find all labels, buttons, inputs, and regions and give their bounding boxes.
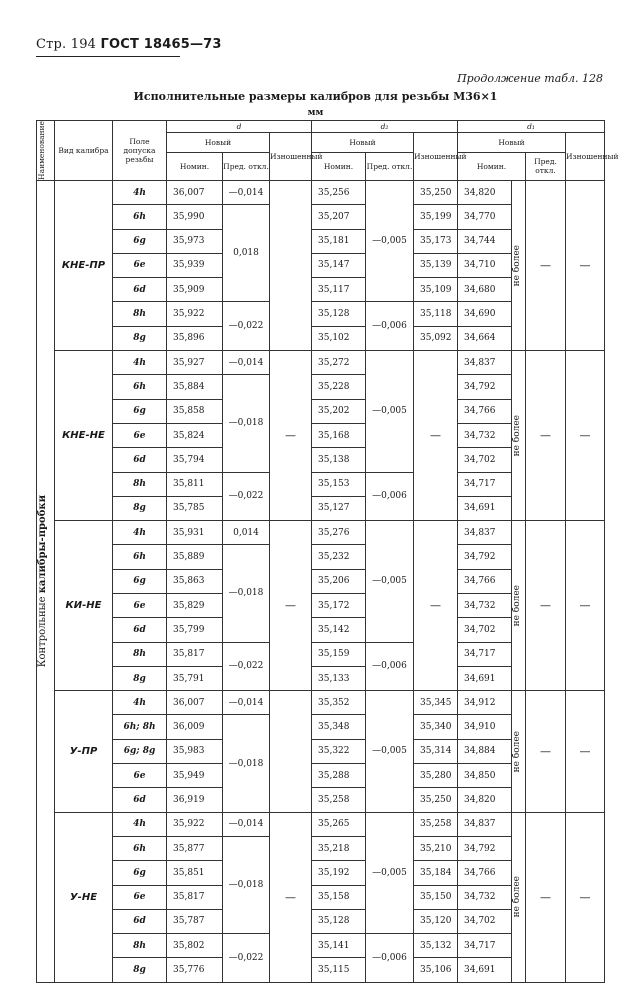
d-nominal: 35,909 [167,278,223,302]
d-limit-dev: —0,014 [223,180,270,204]
d1-note-cell [512,812,526,982]
d-limit-dev: —0,018 [223,545,270,642]
gauge-kind: У-НЕ [55,812,113,982]
d2-worn: 35,210 [414,836,458,860]
d2-limit-dev: —0,006 [366,642,414,691]
d-nominal: 35,794 [167,448,223,472]
header-d1-nominal: Номин. [458,152,526,180]
d-nominal: 35,863 [167,569,223,593]
not-more-note: не более [512,730,522,773]
d2-nominal: 35,232 [312,545,366,569]
d1-limit-dev: — [526,351,566,521]
d1-nominal: 34,732 [458,423,512,447]
tolerance-field: 6g [113,399,167,423]
d1-worn: — [566,351,605,521]
d2-worn: 35,314 [414,739,458,763]
gauge-kind: КИ-НЕ [55,521,113,691]
d2-nominal: 35,202 [312,399,366,423]
d2-nominal: 35,265 [312,812,366,836]
tolerance-field: 6d [113,788,167,812]
d1-nominal: 34,691 [458,496,512,520]
header-d2-limit: Пред. откл. [366,152,414,180]
d-nominal: 35,884 [167,375,223,399]
d1-nominal: 34,691 [458,666,512,690]
d1-nominal: 34,884 [458,739,512,763]
d-nominal: 36,007 [167,691,223,715]
d-nominal: 35,817 [167,885,223,909]
d1-worn: — [566,812,605,982]
d2-limit-dev: —0,006 [366,302,414,351]
d1-nominal: 34,910 [458,715,512,739]
d-nominal: 35,787 [167,909,223,933]
d-worn: — [270,351,312,521]
header-name: Наименование [37,121,46,180]
tolerance-field: 6e [113,593,167,617]
d2-nominal: 35,218 [312,836,366,860]
d1-nominal: 34,770 [458,205,512,229]
d2-worn: 35,109 [414,278,458,302]
d-nominal: 35,785 [167,496,223,520]
d1-note-cell [512,691,526,812]
d2-nominal: 35,181 [312,229,366,253]
d-worn [270,180,312,350]
tolerance-field: 6h [113,205,167,229]
d2-worn: — [414,521,458,691]
d1-limit-dev: — [526,521,566,691]
d1-nominal: 34,792 [458,836,512,860]
table-title: Исполнительные размеры калибров для резьбы М36×1 [133,90,498,103]
d1-nominal: 34,744 [458,229,512,253]
d2-nominal: 35,153 [312,472,366,496]
d2-nominal: 35,352 [312,691,366,715]
d2-worn: 35,250 [414,788,458,812]
group-label-1: Контрольные [37,596,48,668]
d-limit-dev: —0,014 [223,812,270,836]
tolerance-field: 4h [113,521,167,545]
d-limit-dev: —0,022 [223,642,270,691]
tolerance-field: 6g [113,229,167,253]
d-worn [270,691,312,812]
d2-nominal: 35,172 [312,593,366,617]
d1-nominal: 34,766 [458,861,512,885]
d1-nominal: 34,912 [458,691,512,715]
d1-worn: — [566,180,605,350]
tolerance-field: 4h [113,180,167,204]
d2-worn: 35,199 [414,205,458,229]
page-number: Стр. 194 [36,37,97,52]
d-limit-dev: 0,018 [223,205,270,302]
d-worn: — [270,521,312,691]
header-d-new: Новый [167,133,270,153]
d2-nominal: 35,128 [312,909,366,933]
d-nominal: 35,990 [167,205,223,229]
d2-nominal: 35,228 [312,375,366,399]
d1-nominal: 34,702 [458,448,512,472]
not-more-note: не более [512,584,522,627]
page-header [36,37,222,52]
tolerance-field: 6g [113,861,167,885]
d1-nominal: 34,766 [458,399,512,423]
d2-nominal: 35,322 [312,739,366,763]
d-nominal: 35,829 [167,593,223,617]
d1-nominal: 34,820 [458,788,512,812]
tolerance-field: 6d [113,278,167,302]
d-nominal: 35,931 [167,521,223,545]
d2-worn: 35,345 [414,691,458,715]
table-row [37,180,605,204]
d2-nominal: 35,138 [312,448,366,472]
tolerance-field: 4h [113,812,167,836]
header-d-limit: Пред. откл. [223,152,270,180]
d2-worn: 35,118 [414,302,458,326]
d-limit-dev: —0,018 [223,836,270,933]
not-more-note: не более [512,414,522,457]
d2-nominal: 35,128 [312,302,366,326]
d2-worn: 35,250 [414,180,458,204]
header-rule [36,56,180,57]
tolerance-field: 8g [113,958,167,982]
table-row [37,691,605,715]
header-kind: Вид калибра [55,121,113,181]
d-nominal: 35,922 [167,302,223,326]
d-limit-dev: —0,018 [223,375,270,472]
d2-nominal: 35,115 [312,958,366,982]
header-d1-new: Новый [458,133,566,153]
d2-worn: 35,258 [414,812,458,836]
d-limit-dev: 0,014 [223,521,270,545]
d2-nominal: 35,147 [312,253,366,277]
d-nominal: 35,851 [167,861,223,885]
d2-nominal: 35,206 [312,569,366,593]
d2-worn: 35,280 [414,764,458,788]
d2-nominal: 35,192 [312,861,366,885]
d-nominal: 35,858 [167,399,223,423]
tolerance-field: 6h [113,545,167,569]
d1-nominal: 34,717 [458,472,512,496]
tolerance-field: 6e [113,885,167,909]
tolerance-field: 6h; 8h [113,715,167,739]
d-limit-dev: —0,022 [223,472,270,521]
d1-limit-dev: — [526,180,566,350]
group-label [37,495,48,667]
d2-nominal: 35,288 [312,764,366,788]
d-nominal: 35,983 [167,739,223,763]
tolerance-field: 4h [113,691,167,715]
d1-nominal: 34,792 [458,375,512,399]
d2-limit-dev: —0,005 [366,351,414,472]
tolerance-field: 6e [113,764,167,788]
d2-nominal: 35,133 [312,666,366,690]
d1-nominal: 34,690 [458,302,512,326]
header-name-cell [37,121,55,181]
d1-nominal: 34,837 [458,351,512,375]
table-row [37,812,605,836]
d-limit-dev: —0,022 [223,934,270,983]
d1-worn: — [566,521,605,691]
header-d: d [167,121,312,133]
d1-nominal: 34,732 [458,593,512,617]
d-nominal: 35,927 [167,351,223,375]
d-limit-dev: —0,014 [223,691,270,715]
d2-nominal: 35,258 [312,788,366,812]
tolerance-field: 6d [113,448,167,472]
d2-nominal: 35,117 [312,278,366,302]
not-more-note: не более [512,244,522,287]
d-nominal: 35,811 [167,472,223,496]
group-label-2: калибры-пробки [37,495,48,594]
d-nominal: 35,802 [167,934,223,958]
tolerance-field: 6d [113,618,167,642]
tolerance-field: 8g [113,666,167,690]
d1-note-cell [512,180,526,350]
header-d2-nominal: Номин. [312,152,366,180]
table-body [37,180,605,982]
tolerance-field: 4h [113,351,167,375]
d2-nominal: 35,158 [312,885,366,909]
d-nominal: 35,949 [167,764,223,788]
d2-worn: 35,132 [414,934,458,958]
d2-worn: 35,139 [414,253,458,277]
d2-limit-dev: —0,005 [366,691,414,812]
header-d1-limit: Пред. откл. [526,152,566,180]
d1-nominal: 34,820 [458,180,512,204]
d1-nominal: 34,717 [458,934,512,958]
d-nominal: 35,824 [167,423,223,447]
d2-nominal: 35,168 [312,423,366,447]
d2-worn: — [414,351,458,521]
d2-worn: 35,184 [414,861,458,885]
d2-nominal: 35,272 [312,351,366,375]
d-nominal: 36,007 [167,180,223,204]
d1-nominal: 34,691 [458,958,512,982]
d1-nominal: 34,717 [458,642,512,666]
table-row [37,351,605,375]
d1-nominal: 34,850 [458,764,512,788]
d-nominal: 35,799 [167,618,223,642]
d2-nominal: 35,256 [312,180,366,204]
d-limit-dev: —0,022 [223,302,270,351]
gauge-kind: КНЕ-ПР [55,180,113,350]
gauge-kind: КНЕ-НЕ [55,351,113,521]
d1-nominal: 34,766 [458,569,512,593]
d-nominal: 35,817 [167,642,223,666]
tolerance-field: 8h [113,302,167,326]
continuation-note: Продолжение табл. 128 [457,72,603,85]
d2-limit-dev: —0,006 [366,472,414,521]
header-d1-worn: Изношенный [566,133,605,181]
d2-limit-dev: —0,006 [366,934,414,983]
header-d-nominal: Номин. [167,152,223,180]
d2-limit-dev: —0,005 [366,180,414,301]
group-label-cell [37,180,55,982]
header-field: Поле допуска резьбы [113,121,167,181]
tolerance-field: 6h [113,375,167,399]
d2-nominal: 35,348 [312,715,366,739]
gauge-kind: У-ПР [55,691,113,812]
tolerance-field: 8g [113,326,167,350]
d1-nominal: 34,732 [458,885,512,909]
d1-nominal: 34,702 [458,909,512,933]
d2-worn: 35,092 [414,326,458,350]
d2-worn: 35,340 [414,715,458,739]
d2-nominal: 35,102 [312,326,366,350]
d-nominal: 35,877 [167,836,223,860]
d-nominal: 35,973 [167,229,223,253]
d2-limit-dev: —0,005 [366,521,414,642]
tolerance-field: 6e [113,253,167,277]
d1-nominal: 34,837 [458,812,512,836]
header-d-worn: Изношенный [270,133,312,181]
tolerance-field: 8h [113,642,167,666]
tolerance-field: 6d [113,909,167,933]
header-d2: d₂ [312,121,458,133]
tolerance-field: 6g; 8g [113,739,167,763]
d1-limit-dev: — [526,812,566,982]
tolerance-field: 6g [113,569,167,593]
tolerance-field: 8g [113,496,167,520]
header-d1: d₁ [458,121,605,133]
not-more-note: не более [512,876,522,918]
d-nominal: 35,939 [167,253,223,277]
d1-note-cell [512,521,526,691]
d-worn: — [270,812,312,982]
gauge-table [36,120,619,983]
header-d2-worn: Изношенный [414,133,458,181]
d2-nominal: 35,276 [312,521,366,545]
d-nominal: 35,776 [167,958,223,982]
d2-nominal: 35,142 [312,618,366,642]
d1-nominal: 34,664 [458,326,512,350]
d-nominal: 36,919 [167,788,223,812]
d-nominal: 36,009 [167,715,223,739]
d2-worn: 35,173 [414,229,458,253]
tolerance-field: 6e [113,423,167,447]
d1-nominal: 34,702 [458,618,512,642]
d-nominal: 35,896 [167,326,223,350]
d-limit-dev: —0,014 [223,351,270,375]
d-nominal: 35,889 [167,545,223,569]
d1-note-cell [512,351,526,521]
d2-worn: 35,106 [414,958,458,982]
d2-nominal: 35,159 [312,642,366,666]
d2-limit-dev: —0,005 [366,812,414,933]
d2-nominal: 35,207 [312,205,366,229]
d2-worn: 35,120 [414,909,458,933]
d1-nominal: 34,710 [458,253,512,277]
d2-nominal: 35,141 [312,934,366,958]
header-d2-new: Новый [312,133,414,153]
tolerance-field: 8h [113,934,167,958]
d1-nominal: 34,680 [458,278,512,302]
d1-worn: — [566,691,605,812]
d-nominal: 35,791 [167,666,223,690]
d2-worn: 35,150 [414,885,458,909]
tolerance-field: 6h [113,836,167,860]
d1-nominal: 34,792 [458,545,512,569]
d-limit-dev: —0,018 [223,715,270,812]
d1-limit-dev: — [526,691,566,812]
unit-label: мм [307,108,324,118]
d1-nominal: 34,837 [458,521,512,545]
standard-number: ГОСТ 18465—73 [100,37,222,52]
tolerance-field: 8h [113,472,167,496]
d-nominal: 35,922 [167,812,223,836]
d2-nominal: 35,127 [312,496,366,520]
table-row [37,521,605,545]
